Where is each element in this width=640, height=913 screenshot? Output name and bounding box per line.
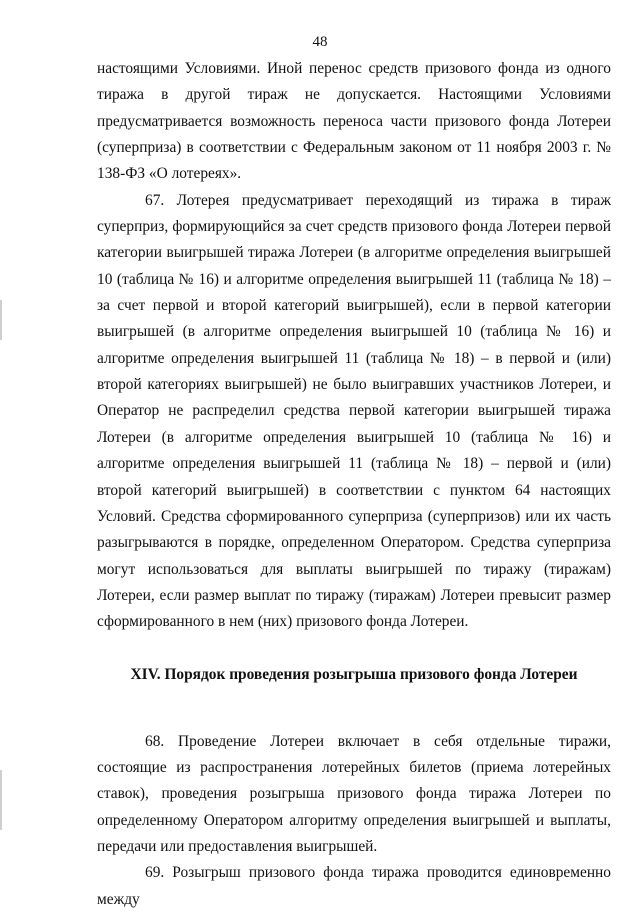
document-body (97, 56, 611, 913)
scan-edge-mark (0, 300, 2, 340)
paragraph-continuation: настоящими Условиями. Иной перенос средств призового фонда из одного тиража в другой тираж не допускается. Настоящими Условиями предусматривается возможность переноса части призового фонда Лотереи (суперприза) в соответствии с Федеральным законом от 11 ноября 2003 г. № 138-ФЗ «О лотереях». (97, 60, 611, 183)
paragraph-68: 68. Проведение Лотереи включает в себя отдельные тиражи, состоящие из распространения лотерейных билетов (приема лотерейных ставок), проведения розыгрыша призового фонда тиража Лотереи по определенному Оператором алгоритму определения выигрышей и выплаты, передачи или предоставления выигрышей. (97, 732, 611, 855)
page-number: 48 (312, 34, 328, 50)
section-heading: XIV. Порядок проведения розыгрыша призового фонда Лотереи (130, 665, 578, 683)
scan-edge-mark (0, 770, 2, 830)
paragraph-67: 67. Лотерея предусматривает переходящий из тиража в тираж суперприз, формирующийся за счет средств призового фонда Лотереи первой категории выигрышей тиража Лотереи (в алгоритме определения выигрышей 10 (таблица № 16) и алгоритме определения выигрышей 11 (таблица № 18) – за счет первой и второй категорий выигрышей), если в первой категории выигрышей (в алгоритме определения выигрышей 10 (таблица № 16) и алгоритме определения выигрышей 11 (таблица № 18) – в первой и (или) второй категориях выигрышей) не было выигравших участников Лотереи, и Оператор не распределил средства первой категории выигрышей тиража Лотереи (в алгоритме определения выигрышей 10 (таблица № 16) и алгоритме определения выигрышей 11 (таблица № 18) – первой и (или) второй категорий выигрышей) в соответствии с пунктом 64 настоящих Условий. Средства сформированного суперприза (суперпризов) или их часть разыгрываются в порядке, определенном Оператором. Средства суперприза могут использоваться для выплаты выигрышей по тиражу (тиражам) Лотереи, если размер выплат по тиражу (тиражам) Лотереи превысит размер сформированного в нем (них) призового фонда Лотереи. (97, 191, 611, 631)
paragraph-69: 69. Розыгрыш призового фонда тиража проводится единовременно между (97, 864, 611, 908)
